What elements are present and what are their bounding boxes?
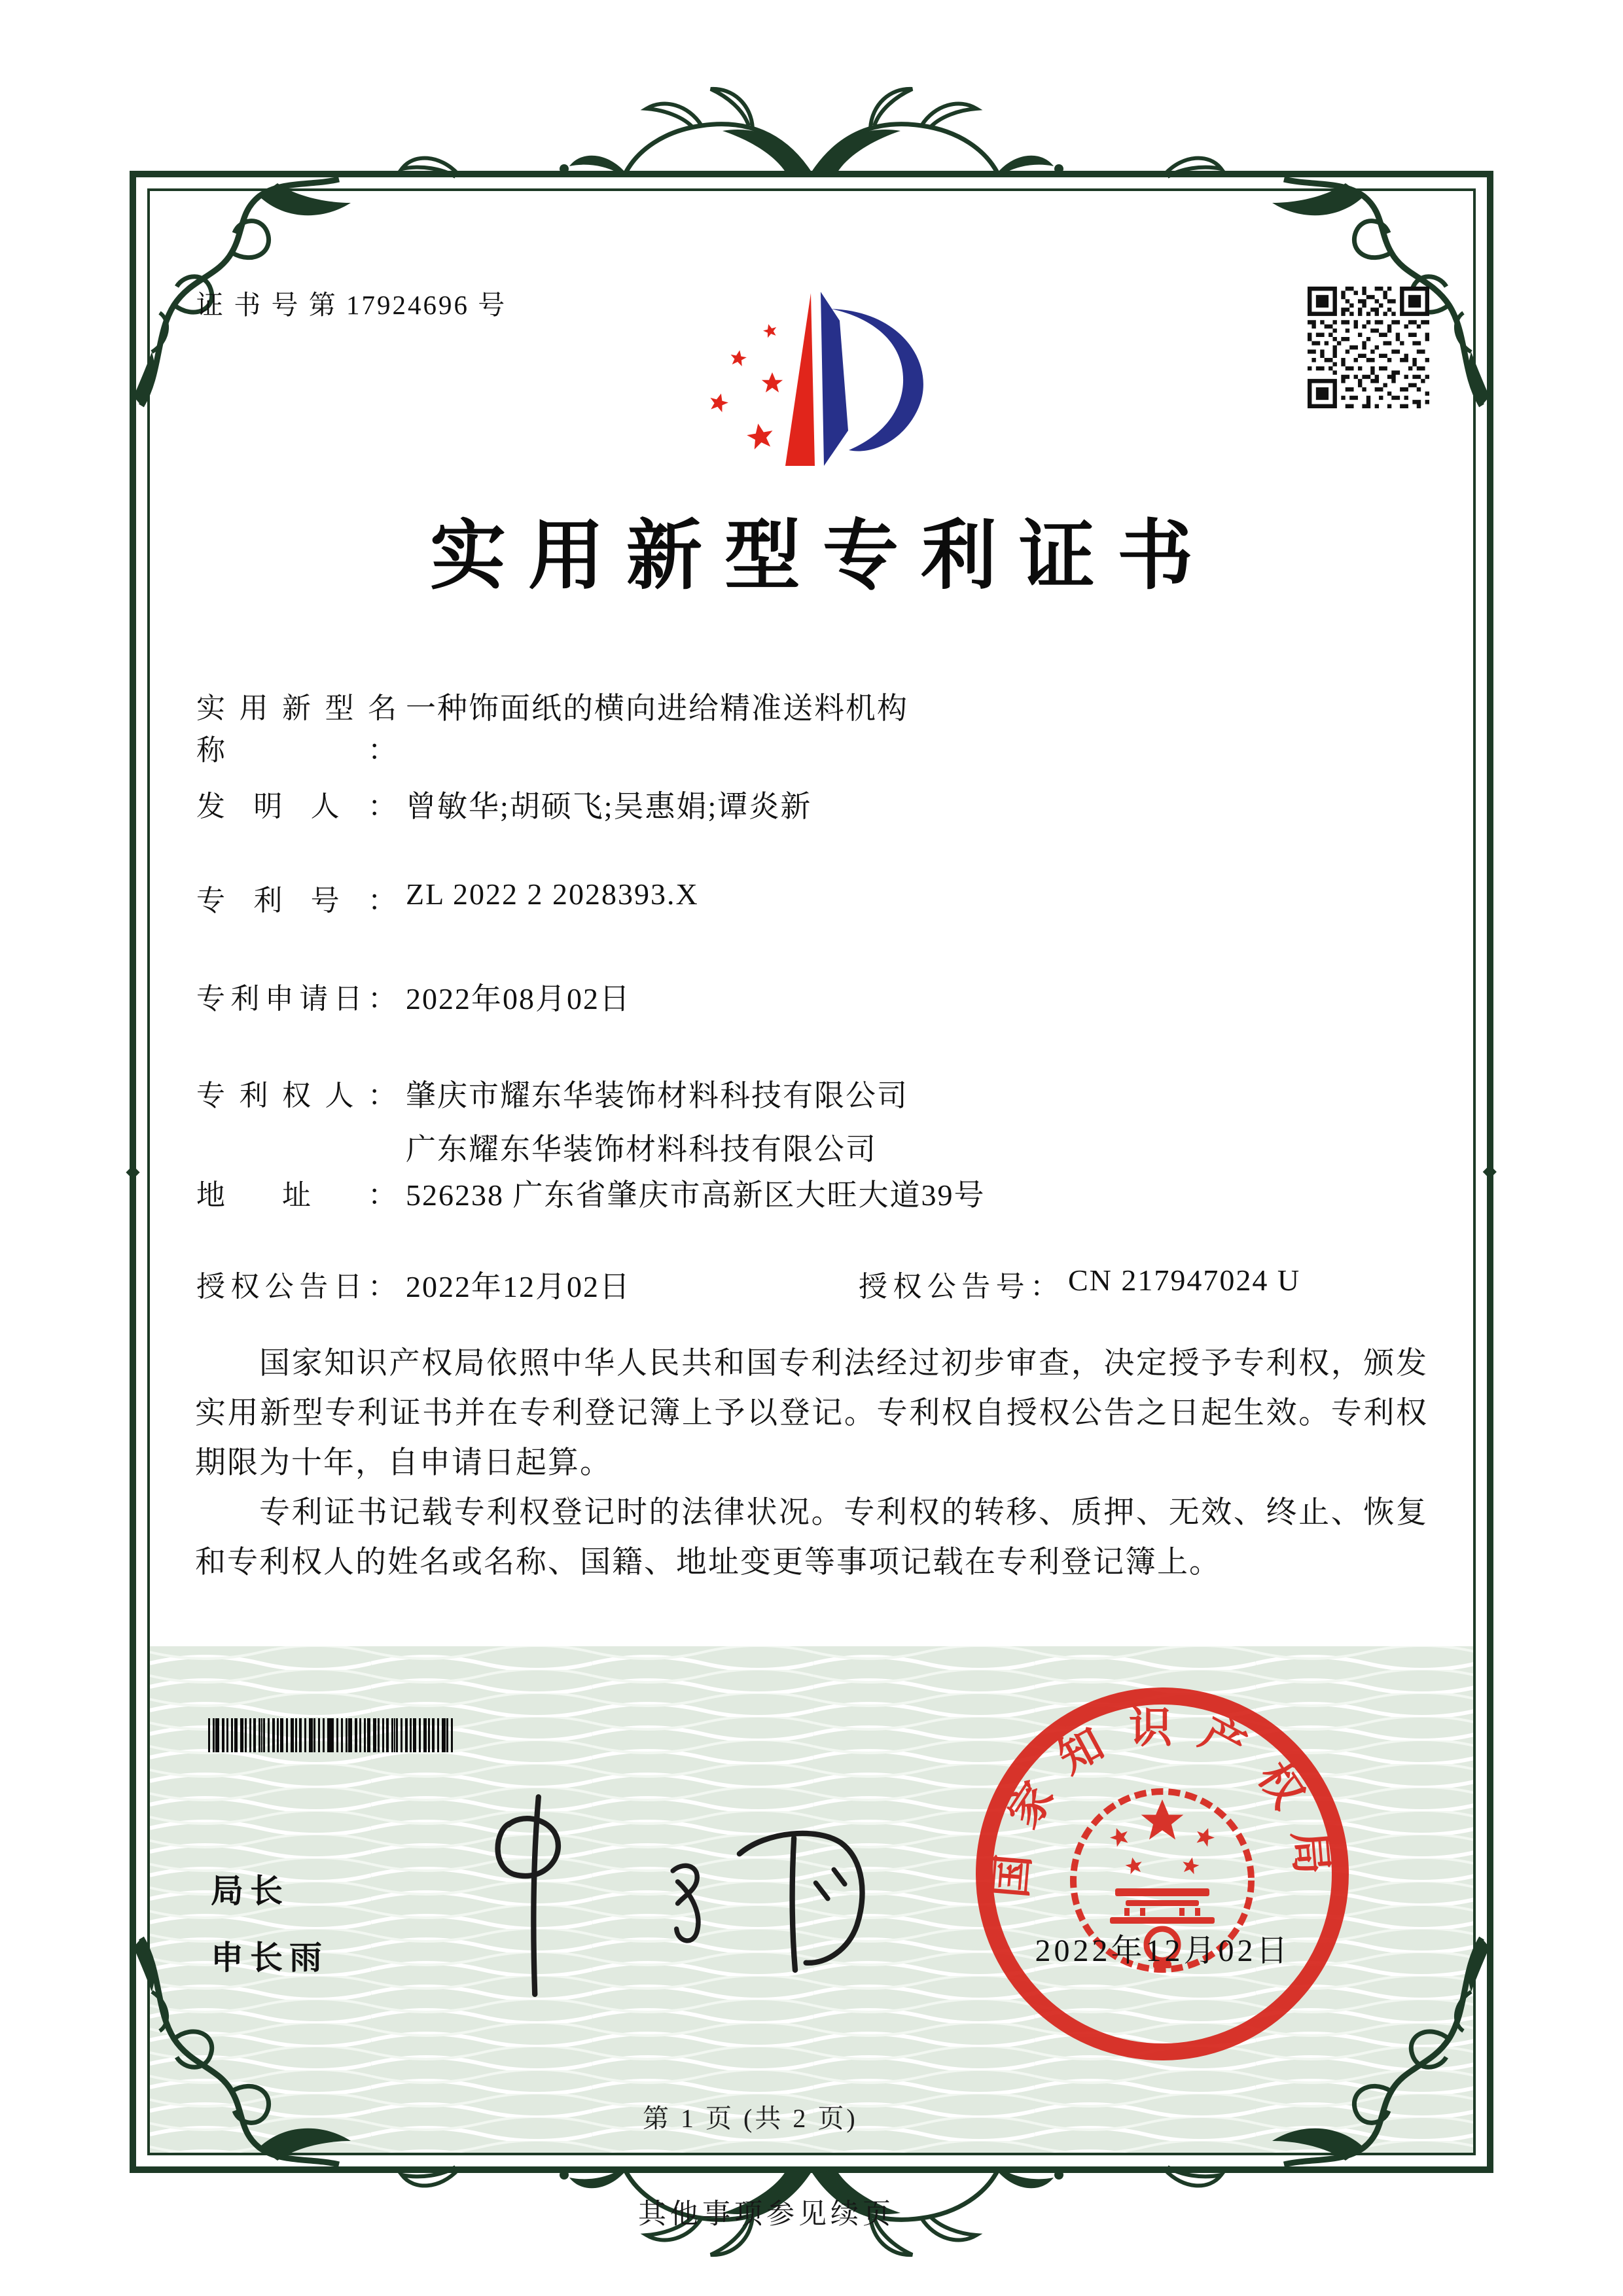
field-value: ZL 2022 2 2028393.X [406,877,699,911]
patentee-line-1: 肇庆市耀东华装饰材料科技有限公司 [406,1079,908,1112]
director-title: 局长 [211,1873,289,1909]
seal-ring-text: 国家知识产权局 [987,1704,1338,1900]
field-value: 2022年12月02日 [406,1270,631,1303]
field-label: 实用新型名称： [196,692,397,766]
top-ornament-left [402,89,810,177]
director-name: 申长雨 [211,1939,329,1976]
field-row-inventors [196,783,1440,826]
director-signature [432,1772,916,2021]
right-side-ornament [1483,1165,1497,1178]
barcode [208,1718,453,1752]
field-label: 发明人： [196,790,397,822]
qr-code [1308,287,1429,408]
legal-text [195,1339,1428,1587]
field-value: 526238 广东省肇庆市高新区大旺大道39号 [406,1178,986,1212]
seal-date: 2022年12月02日 [1035,1934,1291,1968]
patentee-line-2: 广东耀东华装饰材料科技有限公司 [406,1133,877,1166]
field-label: 专利申请日： [196,983,397,1015]
certificate-title: 实用新型专利证书 [430,515,1215,599]
field-row-patentee [196,1072,1440,1169]
official-seal [961,1672,1364,2075]
left-side-ornament [126,1165,139,1179]
field-row-patent-number [196,877,1440,919]
top-ornament-right [813,89,1221,177]
field-row-utility-name [196,684,1440,768]
grant-number-pair [859,1263,1300,1305]
field-row-grant [196,1263,1440,1306]
cnipa-logo-icon [682,275,957,478]
field-row-filing-date [196,975,1440,1018]
certificate-number: 证 书 号 第 17924696 号 [196,290,507,320]
field-value [406,1072,908,1169]
field-value: 曾敏华;胡硕飞;吴惠娟;谭炎新 [406,790,812,823]
field-label: 专利号： [196,885,397,917]
field-label: 授权公告日： [196,1271,397,1303]
legal-paragraph-1: 国家知识产权局依照中华人民共和国专利法经过初步审查，决定授予专利权，颁发实用新型专利证书并在专利登记簿上予以登记。专利权自授权公告之日起生效。专利权期限为十年，自申请日起算。 [195,1347,1428,1480]
field-value: 一种饰面纸的横向进给精准送料机构 [406,692,908,725]
field-label: 地址： [196,1179,397,1211]
page-indicator: 第 1 页 (共 2 页) [643,2104,858,2133]
field-label: 授权公告号： [859,1271,1059,1303]
continuation-note: 其他事项参见续页 [638,2199,895,2230]
field-value: CN 217947024 U [1068,1263,1301,1297]
legal-paragraph-2: 专利证书记载专利权登记时的法律状况。专利权的转移、质押、无效、终止、恢复和专利权人的姓名或名称、国籍、地址变更等事项记载在专利登记簿上。 [195,1496,1428,1580]
field-value: 2022年08月02日 [406,982,631,1016]
field-label: 专利权人： [196,1080,397,1112]
field-row-address [196,1171,1440,1214]
